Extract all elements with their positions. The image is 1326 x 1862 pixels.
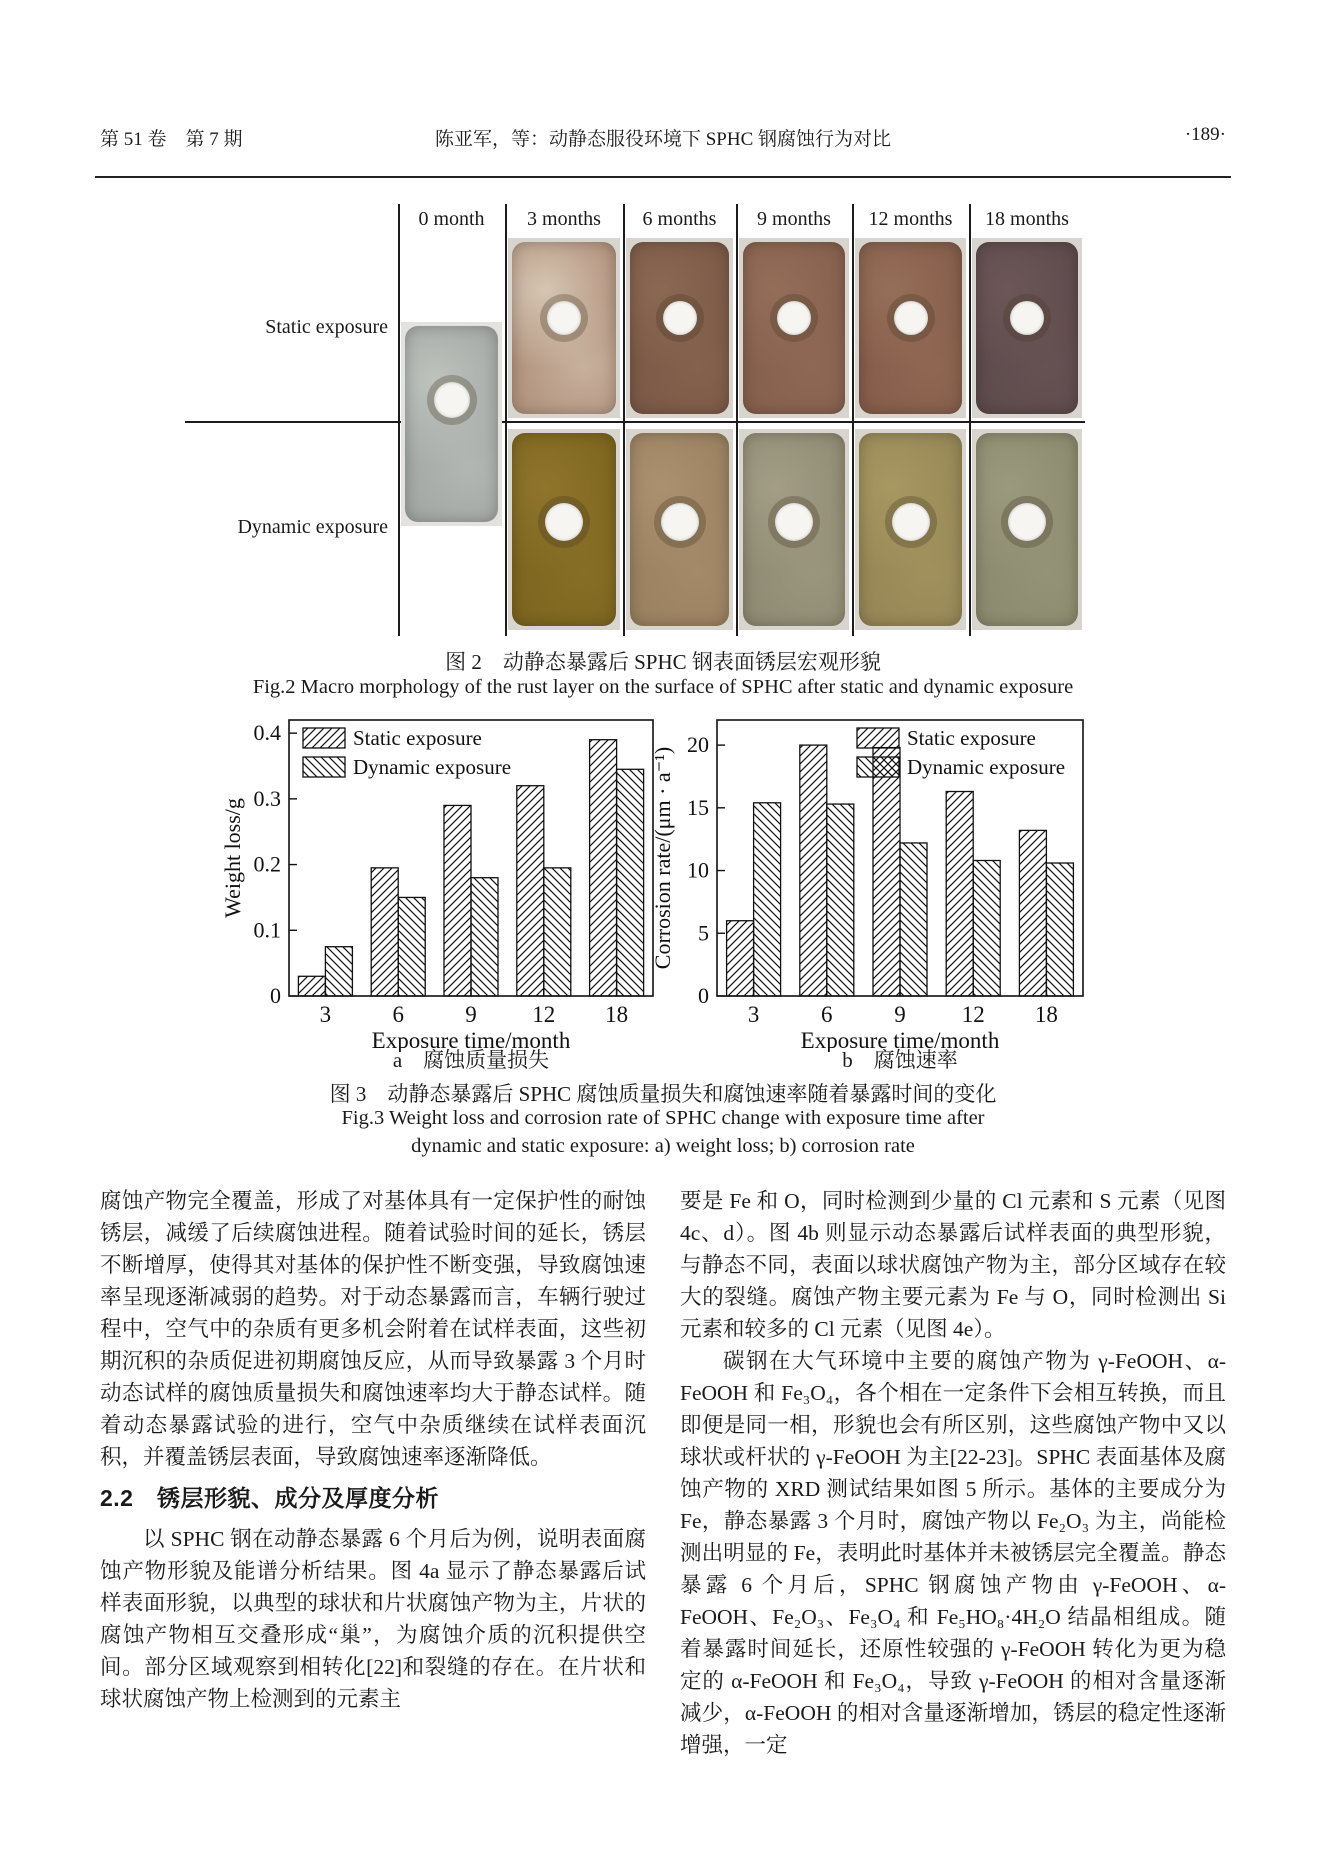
corrosion-rate-chart <box>640 700 1110 1052</box>
svg-text:10: 10 <box>687 857 709 883</box>
svg-text:12: 12 <box>961 1002 985 1027</box>
figure2-column-header: 3 months <box>527 208 601 230</box>
svg-text:15: 15 <box>687 794 709 820</box>
body-column-left <box>100 1185 646 1715</box>
static-specimen-9-months <box>743 242 845 414</box>
section-heading: 2.2 锈层形貌、成分及厚度分析 <box>100 1485 439 1511</box>
specimen-hole <box>1008 503 1046 541</box>
figure2-column-divider <box>852 204 854 636</box>
figure-2-caption-zh: 图 2 动静态暴露后 SPHC 钢表面锈层宏观形貌 <box>445 650 881 674</box>
dynamic-specimen-12-months <box>859 433 962 626</box>
page-number: ·189· <box>1184 124 1226 145</box>
specimen-0-month <box>405 326 498 522</box>
figure-3-caption-en2: dynamic and static exposure: a) weight loss; b) corrosion rate <box>411 1135 915 1157</box>
svg-text:Corrosion rate/(μm · a⁻¹): Corrosion rate/(μm · a⁻¹) <box>650 746 675 970</box>
figure2-column-header: 0 month <box>418 208 485 230</box>
figure2-row-label-dynamic: Dynamic exposure <box>237 516 388 538</box>
svg-text:Static exposure: Static exposure <box>907 726 1036 750</box>
svg-text:9: 9 <box>894 1002 906 1027</box>
figure-3b-subcaption: b 腐蚀速率 <box>842 1048 958 1072</box>
dynamic-specimen-18-months <box>976 433 1078 626</box>
svg-text:3: 3 <box>319 1002 332 1027</box>
body-paragraph: 腐蚀产物完全覆盖，形成了对基体具有一定保护性的耐蚀锈层，减缓了后续腐蚀进程。随着试验时间的延长，锈层不断增厚，使得其对基体的保护性不断变强，导致腐蚀速率呈现逐渐减弱的趋势。对于动态暴露而言，车辆行驶过程中，空气中的杂质有更多机会附着在试样表面，这些初期沉积的杂质促进初期腐蚀反应，从而导致暴露 3 个月时动态试样的腐蚀质量损失和腐蚀速率均大于静态试样。随着动态暴露试验的进行，空气中杂质继续在试样表面沉积，并覆盖锈层表面，导致腐蚀速率逐渐降低。 <box>100 1189 646 1469</box>
svg-text:12: 12 <box>532 1002 556 1027</box>
svg-text:9: 9 <box>465 1002 477 1027</box>
body-paragraph: 以 SPHC 钢在动静态暴露 6 个月后为例，说明表面腐蚀产物形貌及能谱分析结果。图 4a 显示了静态暴露后试样表面形貌，以典型的球状和片状腐蚀产物为主，片状的腐蚀产物相互交叠形成“巢”，为腐蚀介质的沉积提供空间。部分区域观察到相转化[22]和裂缝的存在。在片状和球状腐蚀产物上检测到的元素主 <box>100 1527 646 1711</box>
svg-text:20: 20 <box>687 732 709 758</box>
figure2-column-divider <box>736 204 738 636</box>
static-specimen-12-months <box>859 242 962 414</box>
dynamic-specimen-6-months <box>630 433 729 626</box>
specimen-hole <box>775 503 813 541</box>
svg-text:5: 5 <box>698 920 709 946</box>
figure-3a-subcaption: a 腐蚀质量损失 <box>392 1048 550 1072</box>
specimen-hole <box>777 301 811 335</box>
svg-text:Static exposure: Static exposure <box>353 726 482 750</box>
svg-text:Dynamic exposure: Dynamic exposure <box>353 755 512 779</box>
svg-text:18: 18 <box>605 1002 629 1027</box>
specimen-hole <box>547 301 581 335</box>
specimen-hole <box>663 301 697 335</box>
body-paragraph: 碳钢在大气环境中主要的腐蚀产物为 γ-FeOOH、α-FeOOH 和 Fe₃O₄，各个相在一定条件下会相互转换，而且即便是同一相，形貌也会有所区别，这些腐蚀产物中又以球状或杆状的 γ-FeOOH 为主[22-23]。SPHC 表面基体及腐蚀产物的 XRD 测试结果如图 5 所示。基体的主要成分为 Fe，静态暴露 3 个月时，腐蚀产物以 Fe₂O₃ 为主，尚能检测出明显的 Fe，表明此时基体并未被锈层完全覆盖。静态暴露 6 个月后，SPHC 钢腐蚀产物由 γ-FeOOH、α-FeOOH、Fe₂O₃、Fe₃O₄ 和 Fe₅HO₈·4H₂O 结晶相组成。随着暴露时间延长，还原性较强的 γ-FeOOH 转化为更为稳定的 α-FeOOH 和 Fe₃O₄，导致 γ-FeOOH 的相对含量逐渐减少，α-FeOOH 的相对含量逐渐增加，锈层的稳定性逐渐增强，一定 <box>680 1349 1226 1757</box>
specimen-hole <box>434 382 470 418</box>
svg-text:0: 0 <box>270 983 281 1008</box>
page-header <box>100 124 1226 150</box>
figure-3-caption-zh: 图 3 动静态暴露后 SPHC 腐蚀质量损失和腐蚀速率随着暴露时间的变化 <box>329 1082 997 1106</box>
svg-text:0.4: 0.4 <box>253 720 281 746</box>
svg-text:0.3: 0.3 <box>253 785 281 811</box>
svg-text:Exposure time/month: Exposure time/month <box>371 1028 571 1052</box>
svg-text:3: 3 <box>747 1002 760 1027</box>
figure2-column-divider <box>505 204 507 636</box>
body-paragraph: 要是 Fe 和 O，同时检测到少量的 Cl 元素和 S 元素（见图 4c、d）。图 4b 则显示动态暴露后试样表面的典型形貌，与静态不同，表面以球状腐蚀产物为主，部分区域存在较大的裂缝。腐蚀产物主要元素为 Fe 与 O，同时检测出 Si 元素和较多的 Cl 元素（见图 4e）。 <box>680 1189 1226 1341</box>
static-specimen-3-months <box>512 242 616 414</box>
figure2-column-header: 9 months <box>757 208 831 230</box>
figure2-row-divider <box>185 421 1085 423</box>
svg-text:Dynamic exposure: Dynamic exposure <box>907 755 1066 779</box>
specimen-hole <box>1010 301 1044 335</box>
figure2-column-header: 6 months <box>642 208 717 230</box>
dynamic-specimen-3-months <box>512 433 616 626</box>
specimen-hole <box>892 503 930 541</box>
running-title: 陈亚军，等：动静态服役环境下 SPHC 钢腐蚀行为对比 <box>434 129 892 150</box>
journal-volume-issue: 第 51 卷 第 7 期 <box>100 129 243 150</box>
svg-text:18: 18 <box>1034 1002 1058 1027</box>
static-specimen-6-months <box>630 242 729 414</box>
svg-text:6: 6 <box>821 1002 833 1027</box>
specimen-hole <box>545 503 583 541</box>
figure2-row-label-static: Static exposure <box>265 316 388 338</box>
specimen-hole <box>661 503 699 541</box>
svg-text:0.2: 0.2 <box>253 851 281 877</box>
figure2-column-divider <box>398 204 400 636</box>
figure-2-caption-en: Fig.2 Macro morphology of the rust layer on the surface of SPHC after static and dynamic exposure <box>252 676 1074 698</box>
figure2-column-divider <box>969 204 971 636</box>
svg-text:0: 0 <box>698 983 709 1008</box>
svg-text:Exposure time/month: Exposure time/month <box>800 1028 1000 1052</box>
specimen-hole <box>894 301 928 335</box>
static-specimen-18-months <box>976 242 1078 414</box>
figure2-column-header: 18 months <box>985 208 1069 230</box>
weight-loss-chart <box>200 700 680 1052</box>
body-column-right <box>680 1185 1226 1761</box>
header-rule <box>95 176 1231 178</box>
svg-text:Weight loss/g: Weight loss/g <box>220 798 245 918</box>
figure2-column-header: 12 months <box>868 208 953 230</box>
figure2-column-divider <box>623 204 625 636</box>
figure-3-caption-en1: Fig.3 Weight loss and corrosion rate of SPHC change with exposure time after <box>341 1107 985 1129</box>
svg-text:0.1: 0.1 <box>253 917 281 943</box>
svg-text:6: 6 <box>392 1002 404 1027</box>
dynamic-specimen-9-months <box>743 433 845 626</box>
